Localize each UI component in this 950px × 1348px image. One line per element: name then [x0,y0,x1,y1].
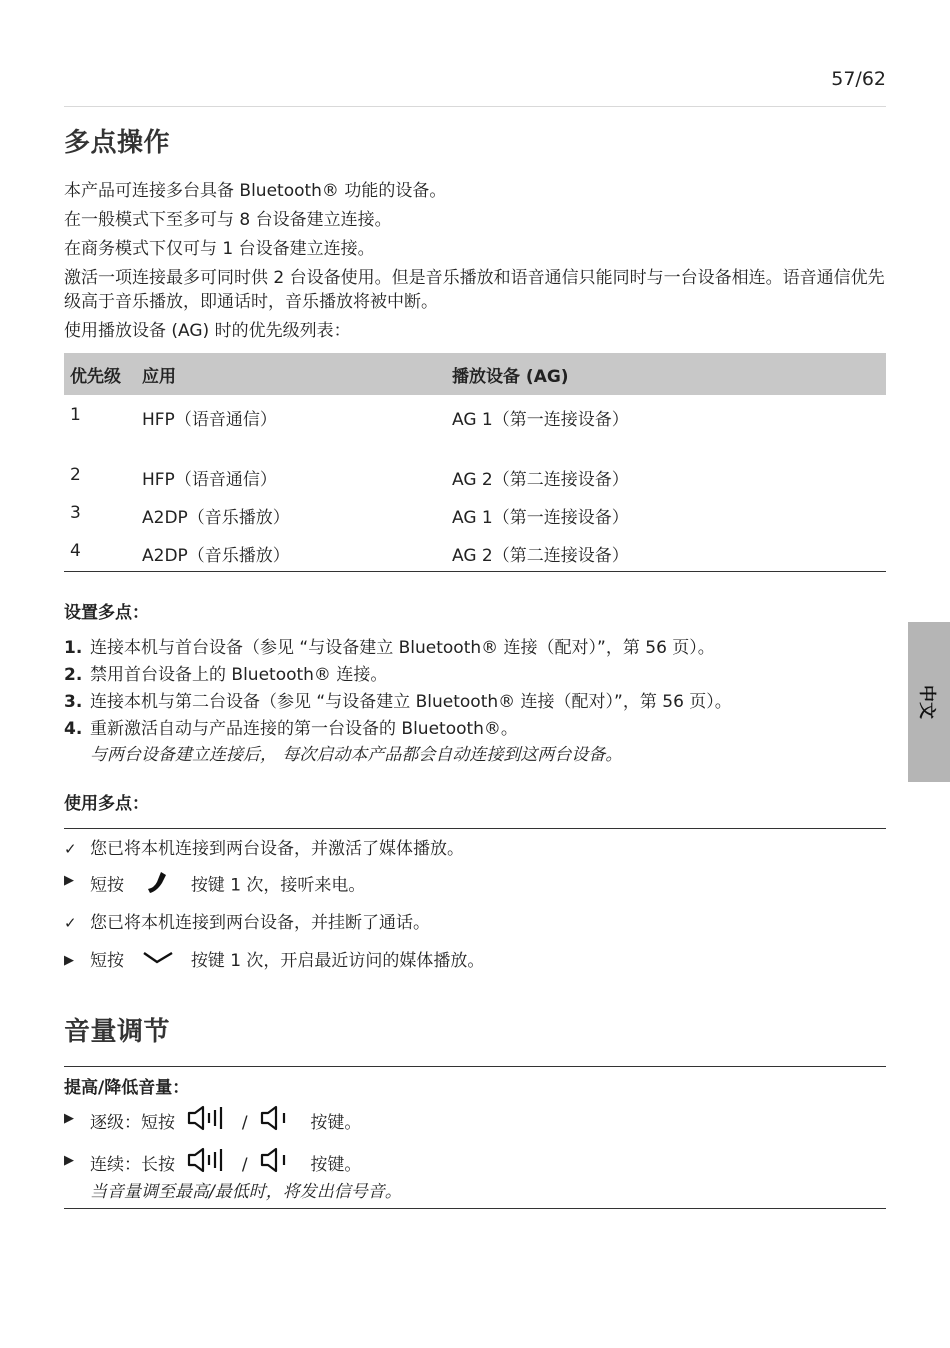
divider [64,1066,886,1067]
table-header: 优先级 [64,353,136,395]
volume-up-icon [186,1104,230,1142]
list-item [64,837,886,869]
list-item [64,635,886,662]
paragraph: 激活一项连接最多可同时供 2 台设备使用。但是音乐播放和语音通信只能同时与一台设备相连。语音通信优先级高于音乐播放，即通话时，音乐播放将被中断。 [64,268,885,312]
paragraph: 本产品可连接多台具备 Bluetooth® 功能的设备。 [64,181,447,201]
step-number: 3. [64,691,83,712]
table-cell: AG 2（第二连接设备） [452,470,629,490]
table-row [64,533,886,571]
arrow-icon: ▶ [64,1152,74,1168]
check-icon: ✓ [64,839,77,858]
divider [64,1208,886,1209]
arrow-icon: ▶ [64,1110,74,1126]
divider [64,828,886,829]
step-number: 4. [64,718,83,739]
table-cell: 3 [70,503,81,523]
list-item [64,907,886,949]
item-text: 您已将本机连接到两台设备，并激活了媒体播放。 [90,838,464,859]
volume-list [64,1104,886,1209]
item-post: 按键。 [310,1154,362,1175]
setup-steps [64,635,886,767]
setup-heading: 设置多点： [64,602,149,623]
step-number: 2. [64,664,83,685]
table-cell: AG 2（第二连接设备） [452,546,629,566]
table-cell: A2DP（音乐播放） [142,508,290,528]
phone-icon [145,869,171,902]
use-heading: 使用多点： [64,793,149,814]
item-pre: 连续：长按 [90,1154,175,1175]
table-cell: HFP（语音通信） [142,410,277,430]
step-text: 连接本机与首台设备（参见 “与设备建立 Bluetooth® 连接（配对）”，第 56 页）。 [90,637,715,658]
item-post: 按键 1 次，接听来电。 [190,875,366,895]
use-list [64,837,886,985]
top-divider [64,106,886,107]
step-number: 1. [64,637,83,658]
arrow-icon: ▶ [64,872,74,888]
table-cell: 1 [70,405,81,425]
section-title-volume: 音量调节 [64,1016,171,1047]
paragraph: 在商务模式下仅可与 1 台设备建立连接。 [64,239,375,259]
side-tab-label: 中文 [916,685,937,719]
arrow-icon: ▶ [64,952,74,968]
table-header: 播放设备 (AG) [446,353,886,395]
item-pre: 逐级：短按 [90,1112,175,1133]
item-post: 按键。 [310,1112,362,1133]
table-row [64,495,886,533]
item-post: 按键 1 次，开启最近访问的媒体播放。 [190,950,485,971]
page-content [64,122,886,1209]
step-text: 禁用首台设备上的 Bluetooth® 连接。 [90,664,388,685]
item-text: 您已将本机连接到两台设备，并挂断了通话。 [90,912,430,933]
list-item [64,1146,886,1180]
volume-note: 当音量调至最高/最低时，将发出信号音。 [90,1181,402,1202]
table-cell: 2 [70,465,81,485]
separator: / [241,1154,248,1175]
separator: / [241,1112,248,1133]
table-cell: AG 1（第一连接设备） [452,410,629,430]
table-header: 应用 [136,353,446,395]
setup-note: 与两台设备建立连接后， 每次启动本产品都会自动连接到这两台设备。 [90,744,623,765]
item-pre: 短按 [90,950,124,971]
volume-up-icon [186,1146,230,1184]
list-item [64,1104,886,1146]
volume-heading: 提高/降低音量： [64,1077,190,1098]
table-row [64,395,886,457]
priority-table [64,353,886,572]
paragraph: 使用播放设备 (AG) 时的优先级列表： [64,321,351,341]
paragraph: 在一般模式下至多可与 8 台设备建立连接。 [64,210,392,230]
volume-down-icon [259,1146,289,1184]
intro-paragraphs [64,179,886,343]
list-item [64,869,886,907]
table-cell: 4 [70,541,81,561]
table-cell: A2DP（音乐播放） [142,546,290,566]
step-text: 连接本机与第二台设备（参见 “与设备建立 Bluetooth® 连接（配对）”，第 56 页）。 [90,691,732,712]
list-item [64,662,886,689]
side-language-tab[interactable] [908,622,950,782]
check-icon: ✓ [64,913,77,932]
table-cell: HFP（语音通信） [142,470,277,490]
list-item [64,716,886,767]
list-item [64,949,886,985]
step-text: 重新激活自动与产品连接的第一台设备的 Bluetooth®。 [90,718,518,739]
table-header-row [64,353,886,395]
table-row [64,457,886,495]
volume-down-icon [259,1104,289,1142]
list-item [64,689,886,716]
section-title-multipoint: 多点操作 [64,128,171,158]
item-pre: 短按 [90,875,124,895]
page-number: 57/62 [831,68,886,90]
table-cell: AG 1（第一连接设备） [452,508,629,528]
chevron-down-icon [143,949,173,973]
